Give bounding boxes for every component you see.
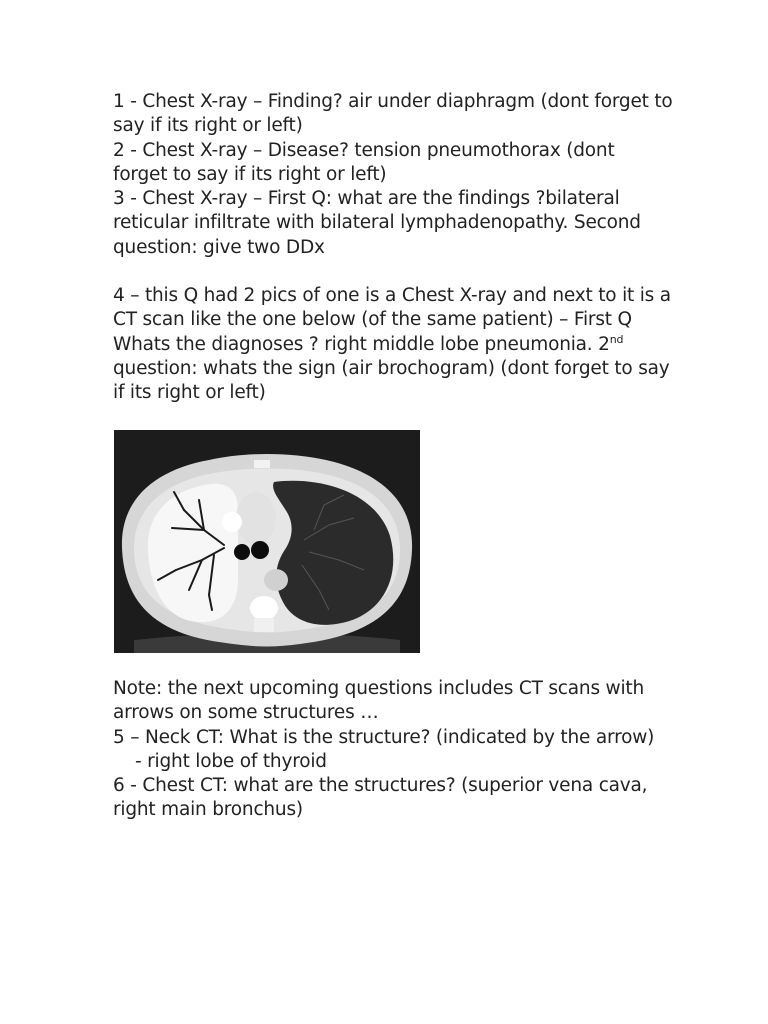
questions-1-3 (113, 90, 673, 260)
chest-ct-image (114, 430, 420, 653)
question-4-text-cont: question: whats the sign (air brochogram) (dont forget to say if its right or left) (113, 357, 670, 404)
note-text: Note: the next upcoming questions includes CT scans with arrows on some structures … (113, 678, 645, 724)
ordinal-superscript: nd (609, 332, 624, 346)
question-5-answer: - right lobe of thyroid (135, 750, 327, 772)
ct-scan-graphic (114, 430, 420, 653)
question-4-text: 4 – this Q had 2 pics of one is a Chest X-ray and next to it is a CT scan like the one below (of the same patient) – First Q Whats the diagnoses ? right middle lobe pneumonia. 2 (113, 285, 671, 355)
question-6: 6 - Chest CT: what are the structures? (superior vena cava, right main bronchus) (113, 775, 648, 821)
question-2: 2 - Chest X-ray – Disease? tension pneumothorax (dont forget to say if its right or left) (113, 139, 615, 185)
question-4 (113, 284, 673, 405)
question-3: 3 - Chest X-ray – First Q: what are the findings ?bilateral reticular infiltrate with bilateral lymphadenopathy. Second question: give two DDx (113, 188, 641, 258)
questions-5-6 (113, 677, 673, 823)
question-5: 5 – Neck CT: What is the structure? (indicated by the arrow) (113, 726, 655, 748)
question-1: 1 - Chest X-ray – Finding? air under diaphragm (dont forget to say if its right or left) (113, 91, 673, 137)
